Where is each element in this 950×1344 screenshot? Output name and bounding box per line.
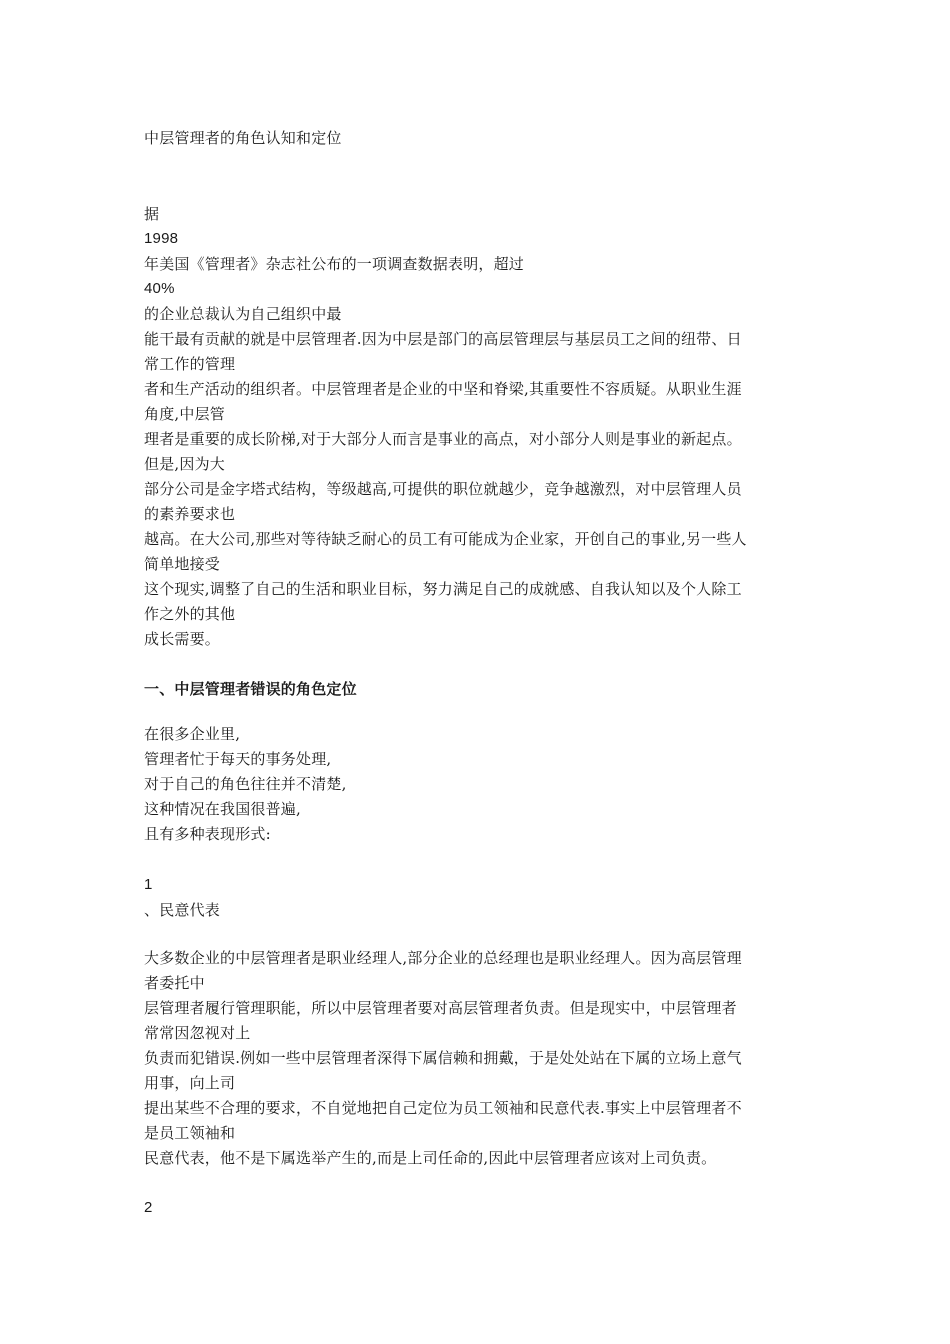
item1-line: 层管理者履行管理职能，所以中层管理者要对高层管理者负责。但是现实中，中层管理者 (144, 999, 737, 1017)
item1-line: 是员工领袖和 (144, 1124, 236, 1142)
intro-line: 但是,因为大 (144, 455, 225, 473)
intro-line: 成长需要。 (144, 630, 221, 648)
intro-line: 这个现实,调整了自己的生活和职业目标，努力满足自己的成就感、自我认知以及个人除工 (144, 580, 742, 598)
item1-line: 提出某些不合理的要求，不自觉地把自己定位为员工领袖和民意代表.事实上中层管理者不 (144, 1099, 742, 1117)
item-title: 、民意代表 (144, 901, 221, 919)
section1-line: 对于自己的角色往往并不清楚, (144, 775, 347, 793)
intro-line: 作之外的其他 (144, 605, 236, 623)
item1-line: 民意代表，他不是下属选举产生的,而是上司任命的,因此中层管理者应该对上司负责。 (144, 1149, 717, 1167)
intro-line: 能干最有贡献的就是中层管理者.因为中层是部门的高层管理层与基层员工之间的纽带、日 (144, 330, 742, 348)
item-number: 1 (144, 876, 153, 893)
intro-line: 越高。在大公司,那些对等待缺乏耐心的员工有可能成为企业家，开创自己的事业,另一些人 (144, 530, 747, 548)
section1-line: 这种情况在我国很普遍, (144, 800, 301, 818)
section-heading: 一、中层管理者错误的角色定位 (144, 680, 357, 698)
section1-line: 在很多企业里, (144, 725, 241, 743)
intro-line: 年美国《管理者》杂志社公布的一项调查数据表明，超过 (144, 255, 525, 273)
intro-line: 的企业总裁认为自己组织中最 (144, 305, 342, 323)
item-number: 2 (144, 1199, 153, 1216)
section1-line: 管理者忙于每天的事务处理, (144, 750, 332, 768)
item1-line: 大多数企业的中层管理者是职业经理人,部分企业的总经理也是职业经理人。因为高层管理 (144, 949, 742, 967)
item1-line: 者委托中 (144, 974, 205, 992)
document-title: 中层管理者的角色认知和定位 (144, 129, 342, 147)
section1-line: 且有多种表现形式: (144, 825, 271, 843)
intro-line: 的素养要求也 (144, 505, 236, 523)
intro-line: 常工作的管理 (144, 355, 236, 373)
intro-line: 简单地接受 (144, 555, 221, 573)
intro-line: 角度,中层管 (144, 405, 225, 423)
item1-line: 用事，向上司 (144, 1074, 236, 1092)
intro-line: 部分公司是金字塔式结构，等级越高,可提供的职位就越少，竞争越激烈，对中层管理人员 (144, 480, 742, 498)
intro-line: 者和生产活动的组织者。中层管理者是企业的中坚和脊梁,其重要性不容质疑。从职业生涯 (144, 380, 742, 398)
intro-line: 据 (144, 205, 160, 223)
intro-line: 40% (144, 280, 175, 297)
item1-line: 常常因忽视对上 (144, 1024, 251, 1042)
intro-line: 理者是重要的成长阶梯,对于大部分人而言是事业的高点，对小部分人则是事业的新起点。 (144, 430, 742, 448)
intro-line: 1998 (144, 230, 179, 247)
item1-line: 负责而犯错误.例如一些中层管理者深得下属信赖和拥戴，于是处处站在下属的立场上意气 (144, 1049, 742, 1067)
